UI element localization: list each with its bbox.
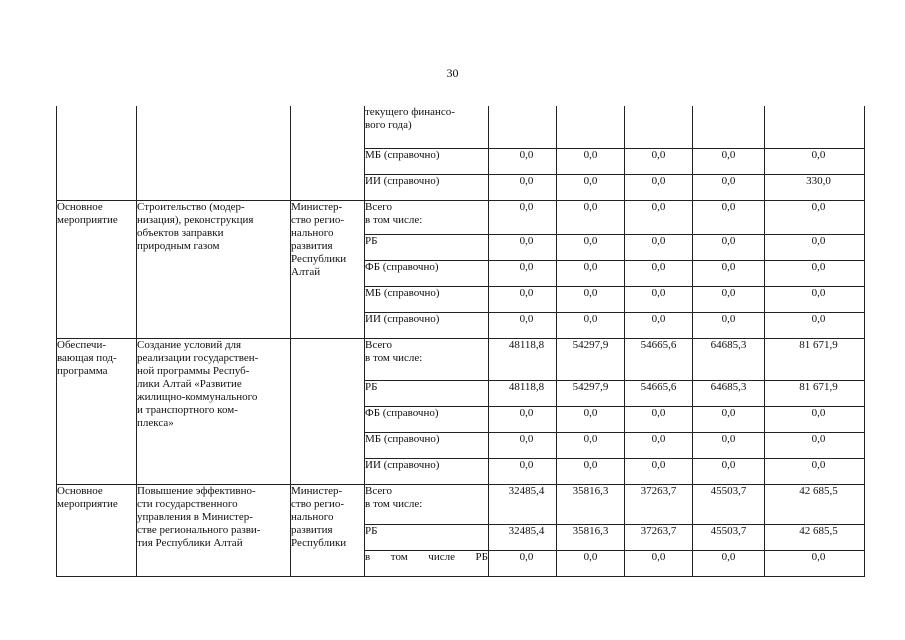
funding-source-cell: ИИ (справочно) xyxy=(365,312,489,338)
value-cell: 45503,7 xyxy=(693,524,765,550)
value-cell: 48118,8 xyxy=(489,338,557,380)
activity-name-cell: Повышение эффективно- сти государственного управления в Министер- стве регионального разви- тия Республики Алтай xyxy=(137,484,291,576)
value-cell: 0,0 xyxy=(557,260,625,286)
value-cell: 0,0 xyxy=(693,260,765,286)
funding-source-cell: РБ xyxy=(365,234,489,260)
value-cell: 0,0 xyxy=(557,174,625,200)
funding-source-cell: текущего финансо- вого года) xyxy=(365,106,489,148)
activity-name-cell: Создание условий для реализации государствен- ной программы Респуб- лики Алтай «Развитие жилищно-коммунального и транспортного ком- плекса» xyxy=(137,338,291,484)
value-cell: 42 685,5 xyxy=(765,484,865,524)
value-cell xyxy=(765,106,865,148)
value-cell: 54665,6 xyxy=(625,380,693,406)
value-cell: 0,0 xyxy=(557,432,625,458)
value-cell: 0,0 xyxy=(765,312,865,338)
value-cell: 0,0 xyxy=(625,234,693,260)
value-cell: 0,0 xyxy=(625,458,693,484)
value-cell xyxy=(693,106,765,148)
value-cell: 81 671,9 xyxy=(765,380,865,406)
value-cell: 45503,7 xyxy=(693,484,765,524)
funding-source-cell: Всего в том числе: xyxy=(365,200,489,234)
funding-source-cell: Всего в том числе: xyxy=(365,484,489,524)
value-cell: 42 685,5 xyxy=(765,524,865,550)
value-cell: 0,0 xyxy=(765,432,865,458)
value-cell: 64685,3 xyxy=(693,380,765,406)
value-cell: 0,0 xyxy=(693,234,765,260)
funding-source-cell: ФБ (справочно) xyxy=(365,406,489,432)
value-cell: 0,0 xyxy=(557,406,625,432)
value-cell: 0,0 xyxy=(557,312,625,338)
table-row xyxy=(57,338,865,380)
value-cell: 0,0 xyxy=(625,200,693,234)
activity-type-cell: Основное мероприятие xyxy=(57,200,137,338)
activity-name-cell xyxy=(137,106,291,200)
value-cell xyxy=(489,106,557,148)
funding-source-cell: ИИ (справочно) xyxy=(365,458,489,484)
value-cell: 0,0 xyxy=(489,200,557,234)
value-cell: 0,0 xyxy=(489,550,557,576)
value-cell: 0,0 xyxy=(765,148,865,174)
value-cell: 0,0 xyxy=(765,200,865,234)
value-cell: 0,0 xyxy=(557,234,625,260)
value-cell: 81 671,9 xyxy=(765,338,865,380)
funding-source-cell: в том числе РБ xyxy=(365,550,489,576)
value-cell: 0,0 xyxy=(693,148,765,174)
value-cell: 0,0 xyxy=(557,458,625,484)
value-cell: 0,0 xyxy=(489,174,557,200)
value-cell: 0,0 xyxy=(489,234,557,260)
value-cell: 0,0 xyxy=(625,406,693,432)
value-cell: 0,0 xyxy=(625,148,693,174)
page-number: 30 xyxy=(446,66,459,80)
value-cell: 35816,3 xyxy=(557,484,625,524)
value-cell: 0,0 xyxy=(489,148,557,174)
table-row xyxy=(57,484,865,524)
value-cell: 0,0 xyxy=(489,260,557,286)
table-row xyxy=(57,200,865,234)
value-cell: 0,0 xyxy=(693,458,765,484)
value-cell: 0,0 xyxy=(693,200,765,234)
value-cell: 0,0 xyxy=(557,286,625,312)
funding-source-cell: РБ xyxy=(365,380,489,406)
executor-cell xyxy=(291,338,365,484)
value-cell: 48118,8 xyxy=(489,380,557,406)
value-cell: 54665,6 xyxy=(625,338,693,380)
executor-cell: Министер- ство регио- нального развития Республики Алтай xyxy=(291,200,365,338)
value-cell: 64685,3 xyxy=(693,338,765,380)
value-cell: 0,0 xyxy=(693,550,765,576)
value-cell: 0,0 xyxy=(693,312,765,338)
funding-source-cell: ФБ (справочно) xyxy=(365,260,489,286)
value-cell: 0,0 xyxy=(625,550,693,576)
value-cell: 37263,7 xyxy=(625,484,693,524)
value-cell xyxy=(557,106,625,148)
funding-source-cell: МБ (справочно) xyxy=(365,432,489,458)
value-cell: 0,0 xyxy=(625,286,693,312)
value-cell: 0,0 xyxy=(489,458,557,484)
value-cell: 0,0 xyxy=(693,286,765,312)
value-cell: 0,0 xyxy=(765,260,865,286)
funding-source-cell: Всего в том числе: xyxy=(365,338,489,380)
value-cell: 0,0 xyxy=(489,286,557,312)
activity-name-cell: Строительство (модер- низация), реконструкция объектов заправки природным газом xyxy=(137,200,291,338)
activity-type-cell: Обеспечи- вающая под- программа xyxy=(57,338,137,484)
value-cell: 0,0 xyxy=(693,406,765,432)
funding-source-cell: ИИ (справочно) xyxy=(365,174,489,200)
value-cell: 32485,4 xyxy=(489,524,557,550)
value-cell: 32485,4 xyxy=(489,484,557,524)
value-cell: 37263,7 xyxy=(625,524,693,550)
value-cell: 0,0 xyxy=(765,406,865,432)
value-cell: 0,0 xyxy=(693,432,765,458)
value-cell: 0,0 xyxy=(489,312,557,338)
funding-source-cell: РБ xyxy=(365,524,489,550)
funding-source-cell: МБ (справочно) xyxy=(365,286,489,312)
value-cell: 0,0 xyxy=(625,260,693,286)
value-cell: 0,0 xyxy=(489,406,557,432)
value-cell: 0,0 xyxy=(693,174,765,200)
value-cell: 330,0 xyxy=(765,174,865,200)
value-cell: 0,0 xyxy=(625,312,693,338)
value-cell: 0,0 xyxy=(557,148,625,174)
value-cell: 0,0 xyxy=(765,286,865,312)
table-row xyxy=(57,106,865,148)
value-cell: 54297,9 xyxy=(557,338,625,380)
activity-type-cell: Основное мероприятие xyxy=(57,484,137,576)
value-cell: 0,0 xyxy=(489,432,557,458)
value-cell: 0,0 xyxy=(557,200,625,234)
value-cell: 35816,3 xyxy=(557,524,625,550)
value-cell: 0,0 xyxy=(765,458,865,484)
value-cell: 0,0 xyxy=(625,432,693,458)
value-cell xyxy=(625,106,693,148)
value-cell: 0,0 xyxy=(765,234,865,260)
executor-cell: Министер- ство регио- нального развития Республики xyxy=(291,484,365,576)
value-cell: 0,0 xyxy=(557,550,625,576)
value-cell: 0,0 xyxy=(765,550,865,576)
executor-cell xyxy=(291,106,365,200)
program-funding-table xyxy=(56,106,865,577)
value-cell: 0,0 xyxy=(625,174,693,200)
funding-source-cell: МБ (справочно) xyxy=(365,148,489,174)
activity-type-cell xyxy=(57,106,137,200)
value-cell: 54297,9 xyxy=(557,380,625,406)
